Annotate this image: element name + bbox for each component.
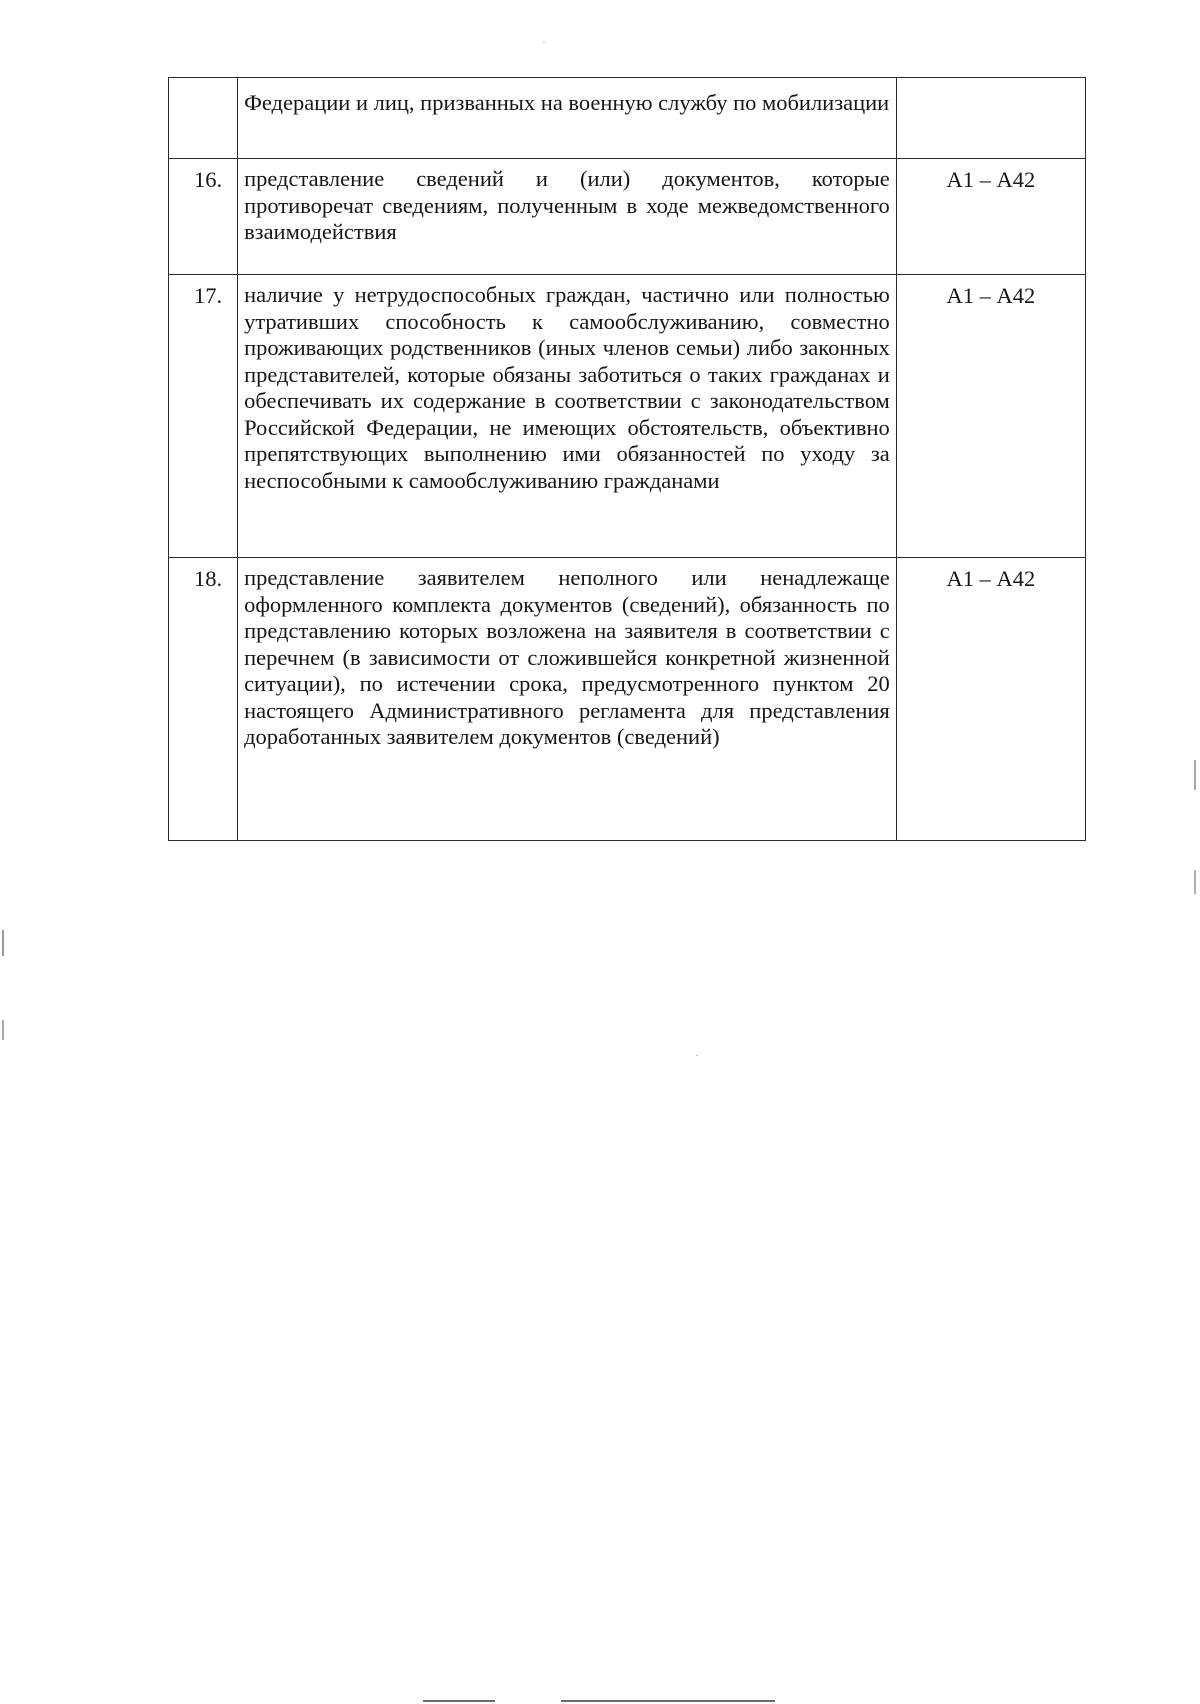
table-row: [169, 275, 1086, 558]
scan-artifact: [561, 1700, 775, 1702]
row-number: 18.: [169, 558, 238, 841]
row-codes: [896, 78, 1085, 159]
table-row: [169, 159, 1086, 275]
grounds-table: [168, 77, 1086, 841]
row-text: представление заявителем неполного или ненадлежаще оформленного комплекта документов (сведений), обязанность по представлению которых возложена на заявителя в соответствии с перечнем (в зависимости от сложившейся конкретной жизненной ситуации), по истечении срока, предусмотренного пунктом 20 настоящего Административного регламента для представления доработанных заявителем документов (сведений): [238, 558, 897, 841]
row-codes: А1 – А42: [896, 159, 1085, 275]
row-codes: А1 – А42: [896, 275, 1085, 558]
row-codes: А1 – А42: [896, 558, 1085, 841]
scan-artifact: [423, 1700, 495, 1702]
scan-artifact: [2, 930, 4, 956]
table-row: [169, 78, 1086, 159]
row-text: Федерации и лиц, призванных на военную службу по мобилизации: [238, 78, 897, 159]
row-number: 17.: [169, 275, 238, 558]
table-row: [169, 558, 1086, 841]
scan-artifact: [543, 42, 545, 43]
scan-artifact: [696, 1055, 698, 1056]
row-number: [169, 78, 238, 159]
scan-artifact: [1194, 870, 1196, 894]
row-text: представление сведений и (или) документов, которые противоречат сведениям, полученным в ходе межведомственного взаимодействия: [238, 159, 897, 275]
scan-artifact: [2, 1020, 4, 1040]
row-text: наличие у нетрудоспособных граждан, частично или полностью утративших способность к самообслуживанию, совместно проживающих родственников (иных членов семьи) либо законных представителей, которые обязаны заботиться о таких гражданах и обеспечивать их содержание в соответствии с законодательством Российской Федерации, не имеющих обстоятельств, объективно препятствующих выполнению ими обязанностей по уходу за неспособными к самообслуживанию гражданами: [238, 275, 897, 558]
row-number: 16.: [169, 159, 238, 275]
scan-artifact: [1194, 760, 1196, 790]
